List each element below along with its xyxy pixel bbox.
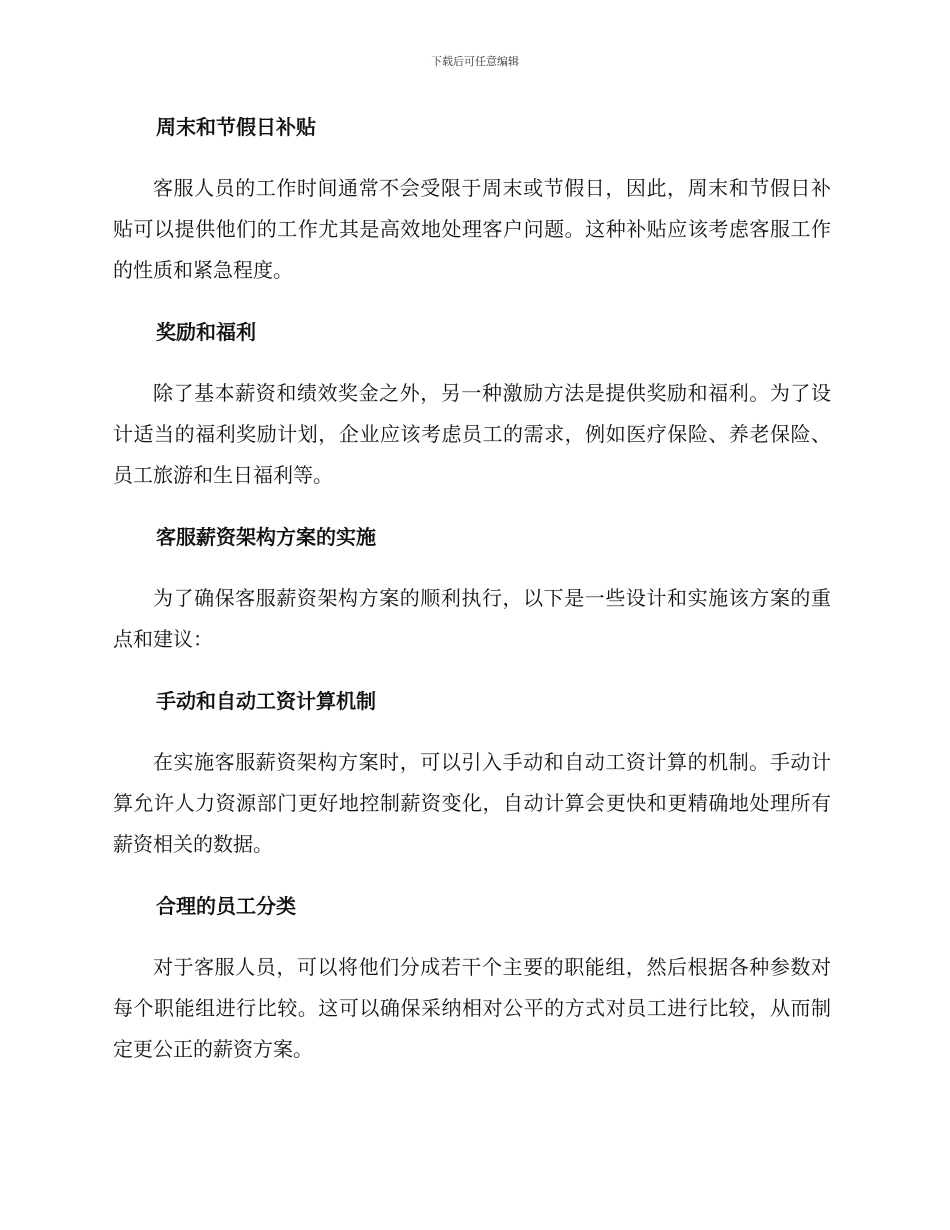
section-rewards-benefits: [113, 315, 831, 496]
section-heading: 周末和节假日补贴: [156, 115, 316, 139]
section-employee-classification: [113, 889, 831, 1070]
section-paragraph: 在实施客服薪资架构方案时，可以引入手动和自动工资计算的机制。手动计算允许人力资源部门更好地控制薪资变化，自动计算会更快和更精确地处理所有薪资相关的数据。: [113, 750, 831, 856]
section-paragraph: 客服人员的工作时间通常不会受限于周末或节假日，因此，周末和节假日补贴可以提供他们的工作尤其是高效地处理客户问题。这种补贴应该考虑客服工作的性质和紧急程度。: [113, 176, 831, 282]
section-heading: 客服薪资架构方案的实施: [156, 525, 376, 549]
section-paragraph: 除了基本薪资和绩效奖金之外，另一种激励方法是提供奖励和福利。为了设计适当的福利奖励计划，企业应该考虑员工的需求，例如医疗保险、养老保险、员工旅游和生日福利等。: [113, 381, 831, 487]
document-body: [113, 110, 831, 1094]
section-heading: 手动和自动工资计算机制: [156, 689, 376, 713]
section-paragraph: 对于客服人员，可以将他们分成若干个主要的职能组，然后根据各种参数对每个职能组进行比较。这可以确保采纳相对公平的方式对员工进行比较，从而制定更公正的薪资方案。: [113, 955, 831, 1061]
section-heading: 奖励和福利: [156, 320, 256, 344]
section-payroll-calculation: [113, 684, 831, 865]
section-implementation: [113, 520, 831, 660]
section-paragraph: 为了确保客服薪资架构方案的顺利执行，以下是一些设计和实施该方案的重点和建议：: [113, 586, 831, 651]
page-header: 下载后可任意编辑: [431, 55, 519, 68]
section-weekend-holiday-allowance: [113, 110, 831, 291]
section-heading: 合理的员工分类: [156, 894, 296, 918]
